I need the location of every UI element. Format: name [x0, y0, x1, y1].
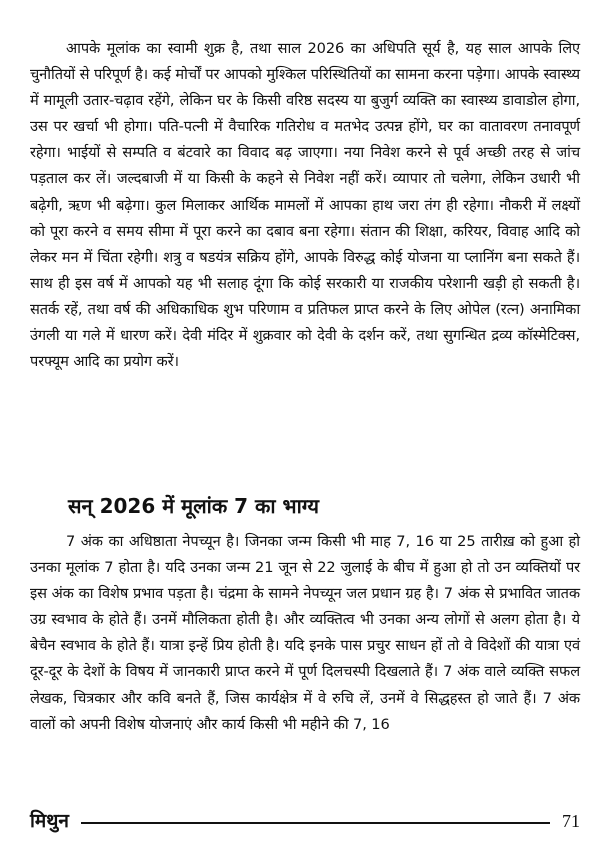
page-footer [30, 806, 580, 836]
page-number: 71 [562, 811, 580, 831]
footer-chapter-title: मिथुन [30, 810, 69, 832]
section-heading: सन् 2026 में मूलांक 7 का भाग्य [68, 494, 319, 518]
body-paragraph-1: आपके मूलांक का स्वामी शुक्र है, तथा साल 2026 का अधिपति सूर्य है, यह साल आपके लिए चुनौतियों से परिपूर्ण है। कई मोर्चों पर आपको मुश्किल परिस्थितियों का सामना करना पड़ेगा। आपके स्वास्थ्य में मामूली उतार-चढ़ाव रहेंगे, लेकिन घर के किसी वरिष्ठ सदस्य या बुजुर्ग व्यक्ति का स्वास्थ्य डावाडोल होगा, उस पर खर्चा भी होगा। पति-पत्नी में वैचारिक गतिरोध व मतभेद उत्पन्न होंगे, घर का वातावरण तनावपूर्ण रहेगा। भाईयों से सम्पति व बंटवारे का विवाद बढ़ जाएगा। नया निवेश करने से पूर्व अच्छी तरह से जांच पड़ताल कर लें। जल्दबाजी में या किसी के कहने से निवेश नहीं करें। व्यापार तो चलेगा, लेकिन उधारी भी बढ़ेगी, ऋण भी बढ़ेगा। कुल मिलाकर आर्थिक मामलों में आपका हाथ जरा तंग ही रहेगा। नौकरी में लक्ष्यों को पूरा करने व समय सीमा में पूरा करने का दबाव बना रहेगा। संतान की शिक्षा, करियर, विवाह आदि को लेकर मन में चिंता रहेगी। शत्रु व षडयंत्र सक्रिय होंगे, आपके विरुद्ध कोई योजना या प्लानिंग बना सकते हैं। साथ ही इस वर्ष में आपको यह भी सलाह दूंगा कि कोई सरकारी या राजकीय परेशानी खड़ी हो सकती है। सतर्क रहें, तथा वर्ष की अधिकाधिक शुभ परिणाम व प्रतिफल प्राप्त करने के लिए ओपेल (रत्न) अनामिका उंगली या गले में धारण करें। देवी मंदिर में शुक्रवार को देवी के दर्शन करें, तथा सुगन्धित द्रव्य कॉस्मेटिक्स, परफ्यूम आदि का प्रयोग करें। [30, 40, 580, 371]
body-paragraph-2: 7 अंक का अधिष्ठाता नेपच्यून है। जिनका जन्म किसी भी माह 7, 16 या 25 तारीख़ को हुआ हो उनका मूलांक 7 होता है। यदि उनका जन्म 21 जून से 22 जुलाई के बीच में हुआ हो तो उन व्यक्तियों पर इस अंक का विशेष प्रभाव पड़ता है। चंद्रमा के सामने नेपच्यून जल प्रधान ग्रह है। 7 अंक से प्रभावित जातक उग्र स्वभाव के होते हैं। उनमें मौलिकता होती है। और व्यक्तित्व भी उनका अन्य लोगों से अलग होता है। ये बेचैन स्वभाव के होते हैं। यात्रा इन्हें प्रिय होती है। यदि इनके पास प्रचुर साधन हों तो वे विदेशों की यात्रा एवं दूर-दूर के देशों के विषय में जानकारी प्राप्त करने में पूर्ण दिलचस्पी दिखलाते हैं। 7 अंक वाले व्यक्ति सफल लेखक, चित्रकार और कवि बनते हैं, जिस कार्यक्षेत्र में वे रुचि लें, उनमें वे सिद्धहस्त हो जाते हैं। 7 अंक वालों को अपनी विशेष योजनाएं और कार्य किसी भी महीने की 7, 16 [30, 533, 580, 733]
footer-rule [81, 822, 550, 824]
